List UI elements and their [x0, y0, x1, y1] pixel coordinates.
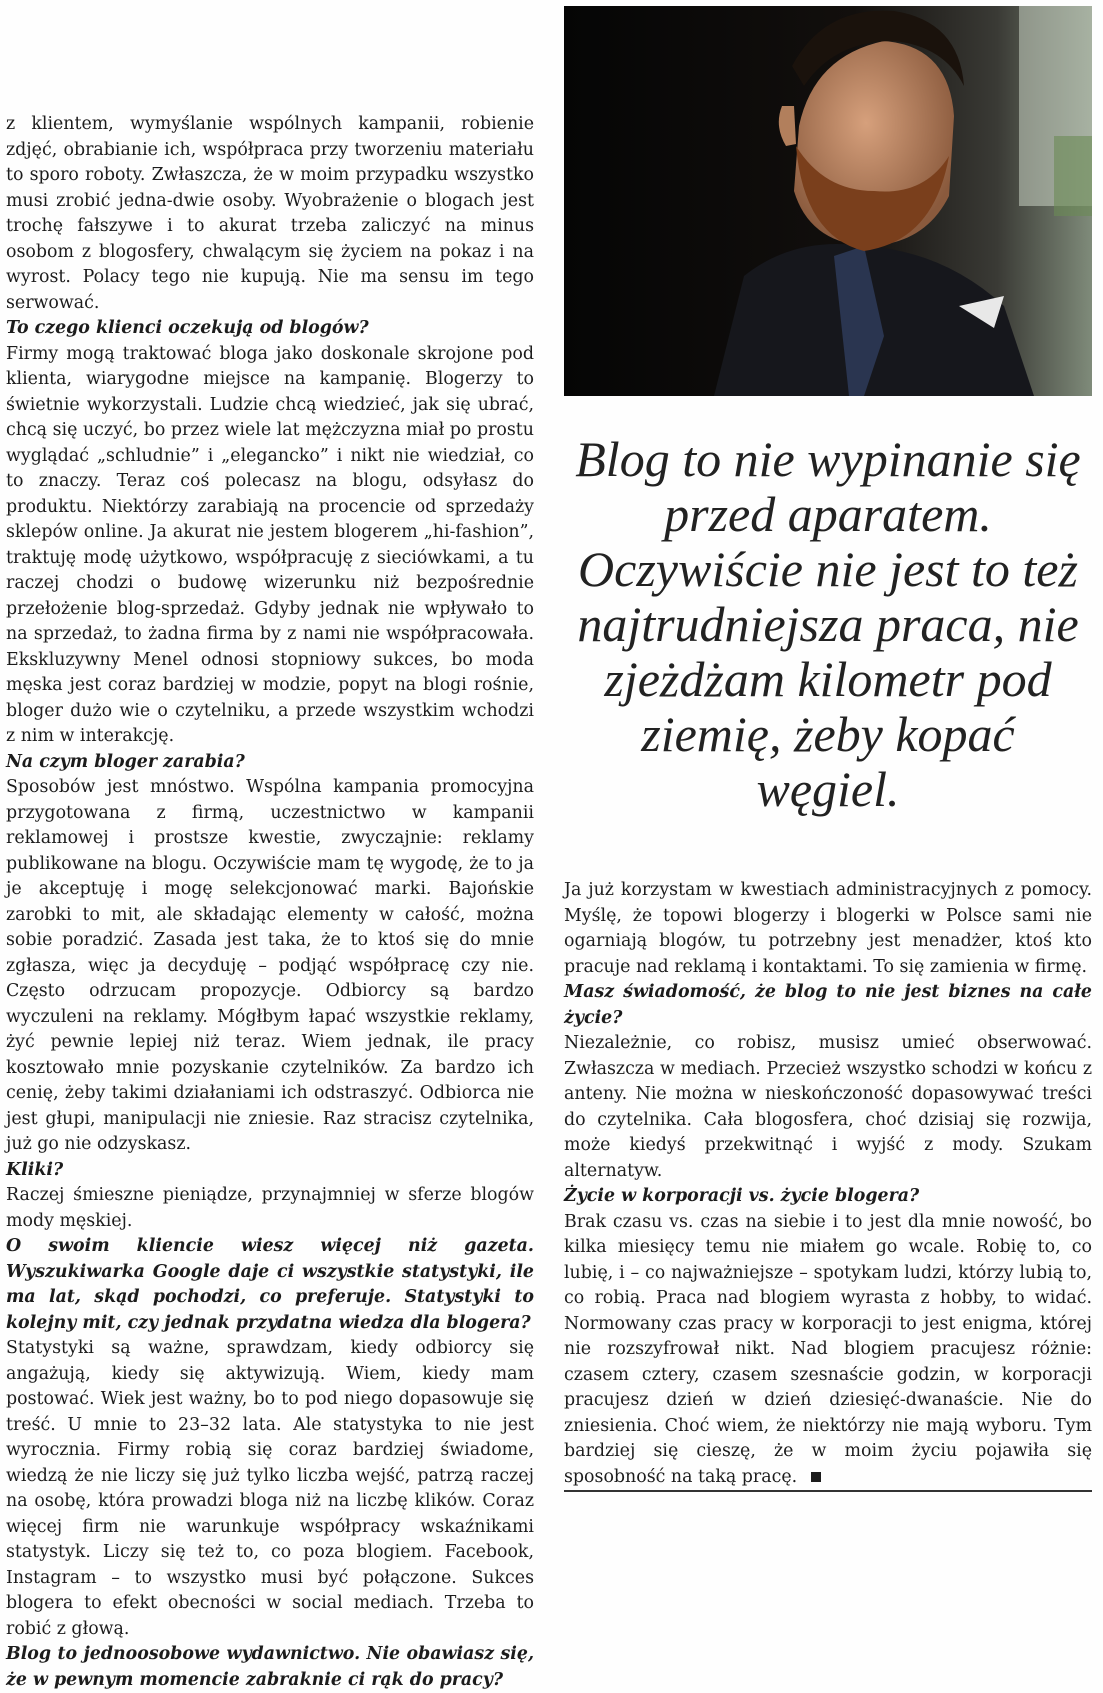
- paragraph: [564, 1210, 1092, 1491]
- portrait-photo: [564, 6, 1092, 396]
- paragraph: Firmy mogą traktować bloga jako doskonale skrojone pod klienta, wiarygodne miejsce na kampanię. Blogerzy to świetnie wykorzystali. Ludzie chcą wiedzieć, jak się ubrać, chcą się uczyć, bo przez wiele lat mężczyzna miał po prostu wyglądać „schludnie” i „elegancko” i nikt nie wiedział, co to znaczy. Teraz coś polecasz na blogu, odsyłasz do produktu. Niektórzy zarabiają na procencie od sprzedaży sklepów online. Ja akurat nie jestem blogerem „hi-fashion”, traktuję modę użytkowo, współpracuję z sieciówkami, a tu raczej chodzi o budowę wizerunku niż bezpośrednie przełożenie blog-sprzedaż. Gdyby jednak nie wpływało to na sprzedaż, to żadna firma by z nami nie współpracowała. Ekskluzywny Menel odnosi stopniowy sukces, bo moda męska jest coraz bardziej w modzie, popyt na blogi rośnie, bloger dużo wie o czytelniku, a przede wszystkim wchodzi z nim w interakcję.: [6, 343, 534, 746]
- right-column-top: [564, 878, 1092, 1184]
- interview-question: O swoim kliencie wiesz więcej niż gazeta. Wyszukiwarka Google daje ci wszystkie statystyki, ile ma lat, skąd pochodzi, co preferuje. Statystyki to kolejny mit, czy jednak przydatna wiedza dla blogera?: [6, 1236, 534, 1333]
- interview-question: Blog to jednoosobowe wydawnictwo. Nie obawiasz się, że w pewnym momencie zabraknie ci rąk do pracy?: [6, 1644, 534, 1690]
- interview-question: Życie w korporacji vs. życie blogera?: [564, 1186, 920, 1206]
- interview-question: Masz świadomość, że blog to nie jest biznes na całe życie?: [564, 982, 1092, 1028]
- end-mark-icon: [811, 1472, 821, 1482]
- pull-quote: Blog to nie wypinanie się przed aparatem. Oczywiście nie jest to też najtrudniejsza praca, nie zjeżdżam kilometr pod ziemię, żeby kopać węgiel.: [575, 431, 1081, 817]
- paragraph: Niezależnie, co robisz, musisz umieć obserwować. Zwłaszcza w mediach. Przecież wszystko schodzi w końcu z anteny. Nie można w nieskończoność dopasowywać treści do czytelnika. Cała blogosfera, choć dzisiaj się rozwija, może kiedyś przekwitnąć i wyjść z mody. Szukam alternatyw.: [564, 1033, 1092, 1181]
- interview-question: To czego klienci oczekują od blogów?: [6, 318, 369, 338]
- interview-question: Kliki?: [6, 1159, 64, 1180]
- left-column: [6, 112, 534, 1693]
- paragraph: z klientem, wymyślanie wspólnych kampanii, robienie zdjęć, obrabianie ich, współpraca przy tworzeniu materiału to sporo roboty. Zwłaszcza, że w moim przypadku wszystko musi zrobić jedna-dwie osoby. Wyobrażenie o blogach jest trochę fałszywe i to akurat trzeba zaliczyć na minus osobom z blogosfery, chwalącym się życiem na pokaz i na wyrost. Polacy tego nie kupują. Nie ma sensu im tego serwować.: [6, 114, 534, 313]
- paragraph: Sposobów jest mnóstwo. Wspólna kampania promocyjna przygotowana z firmą, uczestnictwo w kampanii reklamowej i prostsze kwestie, zwyczajnie: reklamy publikowane na blogu. Oczywiście mam tę wygodę, że to ja je akceptuję i mogę selekcjonować marki. Bajońskie zarobki to mit, ale składając elementy w całość, można sobie poradzić. Zasada jest taka, że to ktoś się do mnie zgłasza, więc ja decyduję – podjąć współpracę czy nie. Często odrzucam propozycje. Odbiorcy są bardzo wyczuleni na reklamy. Mógłbym łapać wszystkie reklamy, żyć pewnie lepiej niż teraz. Wiem jednak, ile pracy kosztowało mnie pozyskanie czytelników. Za bardzo ich cenię, żeby takimi działaniami ich odstraszyć. Odbiorca nie jest głupi, manipulacji nie zniesie. Raz stracisz czytelnika, już go nie odzyskasz.: [6, 777, 534, 1154]
- bottom-rule: [564, 1490, 1092, 1492]
- closing-text: Brak czasu vs. czas na siebie i to jest dla mnie nowość, bo kilka miesięcy temu nie miałem go wcale. Robię to, co lubię, i – co najważniejsze – spotykam ludzi, którzy lubią to, co robią. Praca nad blogiem wyrasta z hobby, to widać. Normowany czas pracy w korporacji to jest enigma, której nie rozszyfrował nikt. Nad blogiem pracujesz różnie: czasem cztery, czasem szesnaście godzin, w korporacji pracujesz dzień w dzień dziesięć-dwanaście. Nie do zniesienia. Choć wiem, że niektórzy nie mają wyboru. Tym bardziej się cieszę, że w moim życiu pojawiła się sposobność na taką pracę.: [564, 1211, 1092, 1487]
- interview-question: Na czym bloger zarabia?: [6, 751, 245, 772]
- paragraph: Raczej śmieszne pieniądze, przynajmniej w sferze blogów mody męskiej.: [6, 1185, 534, 1231]
- paragraph: Statystyki są ważne, sprawdzam, kiedy odbiorcy się angażują, kiedy się aktywizują. Wiem, kiedy mam postować. Wiek jest ważny, bo to pod niego dopasowuje się treść. U mnie to 23–32 lata. Ale statystyka to nie jest wyrocznia. Firmy robią się coraz bardziej świadome, wiedzą że nie liczy się już tylko liczba wejść, patrzą raczej na osobę, która prowadzi bloga niż na liczbę klików. Coraz więcej firm nie warunkuje współpracy wskaźnikami statystyk. Liczy się też to, co poza blogiem. Facebook, Instagram – to wszystko musi być połączone. Sukces blogera to efekt obecności w social mediach. Trzeba to robić z głową.: [6, 1338, 534, 1639]
- right-column-bottom: [564, 1184, 1092, 1490]
- paragraph: Ja już korzystam w kwestiach administracyjnych z pomocy. Myślę, że topowi blogerzy i blogerki w Polsce sami nie ogarniają blogów, tu potrzebny jest menadżer, ktoś kto pracuje nad reklamą i kontaktami. To się zamienia w firmę.: [564, 880, 1092, 977]
